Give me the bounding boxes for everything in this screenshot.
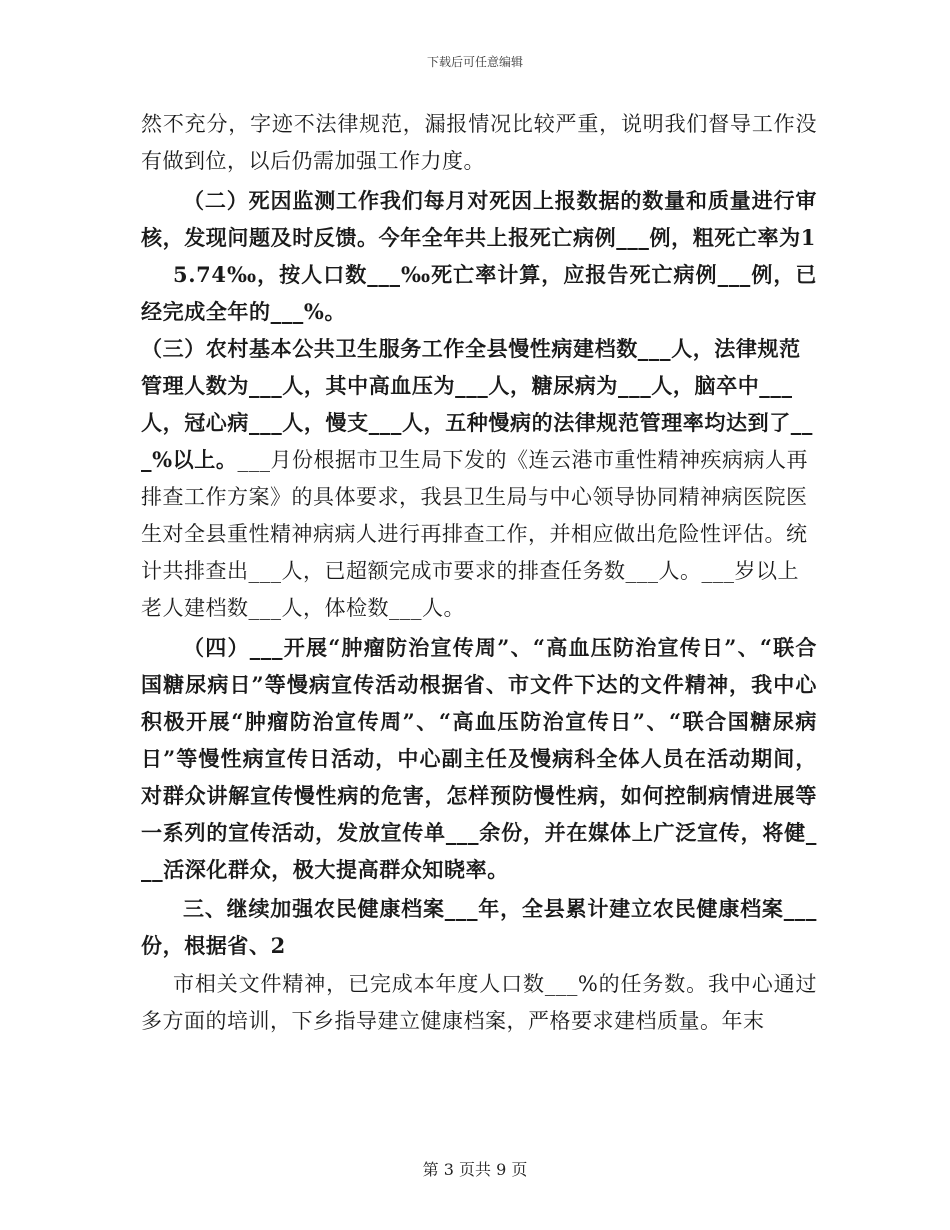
paragraph-chronic-disease: （三）农村基本公共卫生服务工作全县慢性病建档数___人，法律规范管理人数为___人，其中高血压为___人，糖尿病为___人，脑卒中___人，冠心病___人，慢支___人，五种慢病的法律规范管理率均达到了___%以上。 xyxy=(141,336,813,472)
paragraph-health-records: 市相关文件精神，已完成本年度人口数___%的任务数。我中心通过多方面的培训，下乡指导建立健康档案，严格要求建档质量。年末 xyxy=(141,972,817,1033)
paragraph-publicity-activities: （四）___开展“肿瘤防治宣传周”、“高血压防治宣传日”、“联合国糖尿病日”等慢病宣传活动根据省、市文件下达的文件精神，我中心积极开展“肿瘤防治宣传周”、“高血压防治宣传日”、“联合国糖尿病日”等慢性病宣传日活动，中心副主任及慢病科全体人员在活动期间，对群众讲解宣传慢性病的危害，怎样预防慢性病，如何控制病情进展等一系列的宣传活动，发放宣传单___余份，并在媒体上广泛宣传，将健___活深化群众，极大提高群众知晓率。 xyxy=(141,635,817,882)
paragraph-continuation: 然不充分，字迹不法律规范，漏报情况比较严重，说明我们督导工作没有做到位，以后仍需加强工作力度。 xyxy=(141,112,817,173)
paragraph-health-records-heading: 三、继续加强农民健康档案___年，全县累计建立农民健康档案___份，根据省、2 xyxy=(141,896,817,958)
page-footer: 第 3 页共 9 页 xyxy=(422,1160,528,1179)
paragraph-death-rate: 5.74‰，按人口数___‰死亡率计算，应报告死亡病例___例，已经完成全年的___%。 xyxy=(141,262,817,324)
paragraph-death-cause-monitoring: （二）死因监测工作我们每月对死因上报数据的数量和质量进行审核，发现问题及时反馈。今年全年共上报死亡病例___例，粗死亡率为1 xyxy=(141,188,817,250)
document-body xyxy=(141,106,817,1040)
page-header: 下载后可任意编辑 xyxy=(426,55,523,69)
paragraph-mental-illness-screening: ___月份根据市卫生局下发的《连云港市重性精神疾病病人再排查工作方案》的具体要求，我县卫生局与中心领导协同精神病医院医生对全县重性精神病病人进行再排查工作，并相应做出危险性评估。统计共排查出___人，已超额完成市要求的排查任务数___人。___岁以上老人建档数___人，体检数___人。 xyxy=(141,448,808,620)
